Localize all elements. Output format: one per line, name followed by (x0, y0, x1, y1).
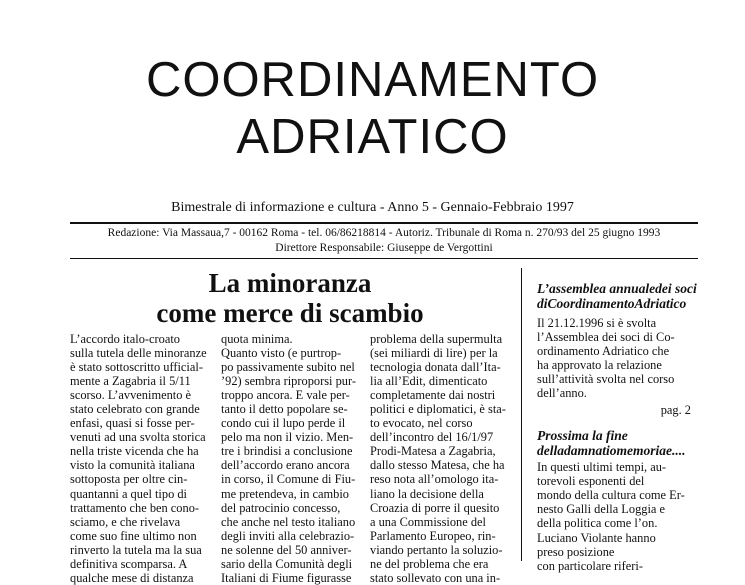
article-text-line: sottoposta per oltre cin- (70, 472, 188, 487)
article-text-line: quota minima. (221, 332, 293, 346)
article-text-line: definitiva scomparsa. A (70, 556, 188, 571)
article-text-line: completamente dai nostri (370, 388, 496, 403)
header-rule-bottom (70, 258, 698, 259)
article-text-line: troppo ancora. E vale per- (221, 388, 350, 403)
sidebar-text-line: della politica come l’on. (537, 516, 658, 531)
article-text-line: stato sollevato con una in- (370, 570, 501, 585)
sidebar-title-assemblea (537, 282, 699, 311)
masthead-line-2: ADRIATICO (236, 110, 509, 164)
editor-in-chief: Direttore Responsabile: Giuseppe de Vergottini (275, 242, 493, 254)
article-text-line: tecnologia donata dall’Ita- (370, 360, 501, 375)
article-text-line: po passivamente subito nel (221, 360, 355, 375)
article-text-line: ne del problema che era (370, 556, 489, 571)
article-text-line: visto la comunità italiana (70, 458, 195, 473)
article-text-line: nella triste vicenda che ha (70, 444, 199, 459)
masthead-line-1: COORDINAMENTO (145, 53, 600, 107)
sidebar-text-assemblea (537, 316, 699, 400)
headline-line-1: La minoranza (208, 268, 372, 298)
sidebar-title-line: Coordinamento (547, 295, 635, 311)
sidebar-text-line: dell’anno. (537, 386, 587, 401)
column-divider (521, 268, 522, 561)
article-text-line: in corso, il Comune di Fiu- (221, 472, 356, 487)
article-text-line: scorso. L’avvenimento è (70, 388, 192, 403)
article-column-3 (370, 332, 513, 585)
article-text-line: che anche nel testo italiano (221, 514, 356, 529)
article-text-line: dell’incontro del 16/1/97 (370, 430, 494, 445)
sidebar-text-line: ha approvato la relazione (537, 358, 662, 373)
article-text-line: Quanto visto (e purtrop- (221, 346, 342, 361)
sidebar (537, 282, 699, 573)
article-text-line: quantanni a quel tipo di (70, 486, 187, 501)
article-text-line: stato celebrato con grande (70, 402, 200, 417)
sidebar-text-line: ordinamento Adriatico che (537, 344, 670, 359)
masthead-title (0, 52, 745, 166)
article-text-line: venuti ad una svolta storica (70, 430, 206, 445)
sidebar-title-damnatio (537, 428, 699, 458)
article-text-line: ne solenne del 50 anniver- (221, 542, 352, 557)
editorial-address: Redazione: Via Massaua,7 - 00162 Roma - tel. 06/86218814 - Autoriz. Tribunale di Roma n. 270/93 del 25 giugno 1993 (107, 227, 661, 239)
article-text-line: dallo stesso Matesa, che ha (370, 458, 505, 473)
sidebar-text-line: Luciano Violante hanno (537, 530, 656, 545)
article-text-line: politici e diplomatici, è sta- (370, 402, 506, 417)
article-headline (70, 268, 510, 328)
sidebar-text-line: sull’attività svolta nel corso (537, 372, 675, 387)
article-text-line: sulla tutela delle minoranze (70, 346, 207, 361)
article-column-2 (221, 332, 364, 585)
article-text-line: lia all’Edit, dimenticato (370, 374, 488, 389)
article-text-line: reso nota all’omologo ita- (370, 472, 499, 487)
article-text-line: qualche mese di distanza (70, 570, 194, 585)
article-text-line: ’92) sembra riproporsi pur- (221, 374, 356, 389)
article-text-line: Parlamento Europeo, rin- (370, 528, 496, 543)
sidebar-text-line: preso posizione (537, 544, 615, 559)
header-rule-top (70, 222, 698, 224)
article-text-line: problema della supermulta (370, 332, 503, 346)
article-text-line: rinverto la tutela ma la sua (70, 542, 202, 557)
article-text-line: degli inviti alla celebrazio- (221, 528, 355, 543)
sidebar-text-line: con particolare riferi- (537, 558, 643, 573)
sidebar-title-line: dei soci di (537, 281, 697, 311)
article-column-1 (70, 332, 212, 585)
article-text-line: me pretendeva, in cambio (221, 486, 349, 501)
article-text-line: mente a Zagabria il 5/11 (70, 374, 191, 389)
sidebar-title-line: damnatiomemoriae.... (564, 443, 686, 459)
sidebar-text-line: In questi ultimi tempi, au- (537, 460, 667, 475)
sidebar-text-line: torevoli esponenti del (537, 474, 645, 489)
article-text-line: tanto il detto popolare se- (221, 402, 348, 417)
sidebar-title-line: Adriatico (634, 295, 687, 311)
article-text-line: Italiani di Fiume figurasse (221, 570, 352, 585)
article-text-line: dell’accordo erano ancora (221, 458, 350, 473)
article-text-line: Prodi-Matesa a Zagabria, (370, 444, 496, 459)
article-text-line: sario della Comunità degli (221, 556, 353, 571)
sidebar-text-line: nesto Galli della Loggia e (537, 502, 665, 517)
sidebar-title-line: Prossima la fine della (537, 428, 628, 459)
article-text-line: condo cui il lupo perde il (221, 416, 346, 431)
article-text-line: trattamento che ben cono- (70, 500, 200, 515)
article-text-line: pelo ma non il vizio. Men- (221, 430, 354, 445)
article-text-line: enfasi, quasi si fosse per- (70, 416, 195, 431)
sidebar-text-line: Il 21.12.1996 si è svolta (537, 316, 657, 330)
article-text-line: viando pertanto la soluzio- (370, 542, 503, 557)
sidebar-title-line: L’assemblea annuale (537, 281, 656, 296)
sidebar-text-line: mondo della cultura come Er- (537, 488, 685, 503)
article-text-line: a una Commissione del (370, 514, 486, 529)
article-text-line: to evocato, nel corso (370, 416, 473, 431)
page-reference: pag. 2 (660, 403, 691, 418)
sidebar-text-damnatio (537, 460, 699, 572)
article-text-line: del patrocinio concesso, (221, 500, 341, 515)
publication-subtitle: Bimestrale di informazione e cultura - Anno 5 - Gennaio-Febbraio 1997 (171, 200, 574, 215)
article-text-line: (sei miliardi di lire) per la (370, 346, 498, 361)
article-text-line: tre i brindisi a conclusione (221, 444, 353, 459)
article-text-line: è stato sottoscritto ufficial- (70, 360, 203, 375)
article-text-line: come suo fine ultimo non (70, 528, 197, 543)
sidebar-text-line: l’Assemblea dei soci di Co- (537, 330, 675, 345)
article-text-line: Croazia di porre il quesito (370, 500, 500, 515)
article-text-line: L’accordo italo-croato (70, 332, 180, 346)
article-text-line: liano la decisione della (370, 486, 484, 501)
article-text-line: sciamo, e che rivelava (70, 514, 181, 529)
headline-line-2: come merce di scambio (156, 298, 424, 328)
